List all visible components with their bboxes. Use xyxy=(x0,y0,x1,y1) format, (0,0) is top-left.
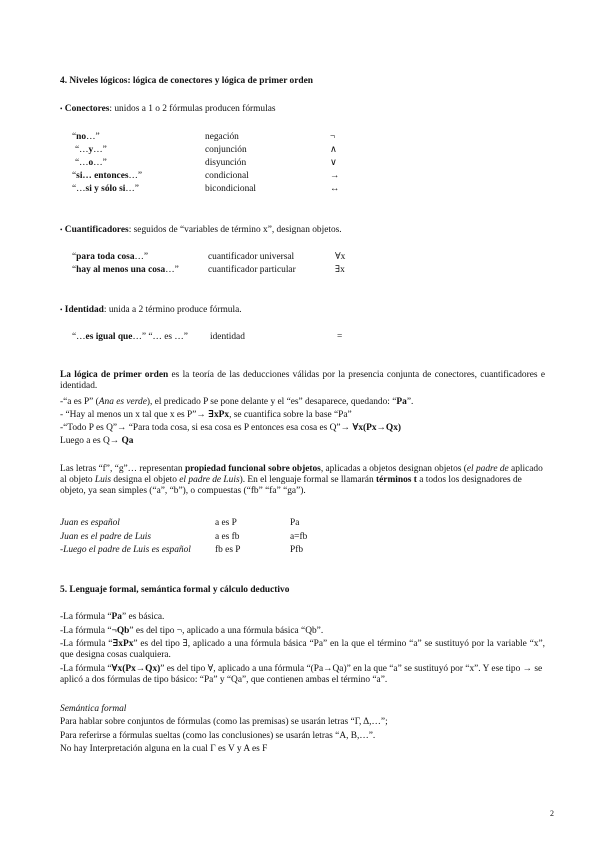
conectores-desc: : unidos a 1 o 2 fórmulas producen fórmulas xyxy=(109,104,276,114)
cuantificadores-desc: : seguidos de “variables de término x”, designan objetos. xyxy=(128,225,342,235)
semantica-line-2: Para referirse a fórmulas sueltas (como las conclusiones) se usarán letras “A, B,…”. xyxy=(60,731,376,741)
paragraph-primer-orden: La lógica de primer orden es la teoría de las deducciones válidas por la presencia conjunta de conectores, cuantificadores e identidad. xyxy=(60,370,545,391)
conector-symbol-3: → xyxy=(330,171,340,181)
table-row-1-sentence: Juan es el padre de Luis xyxy=(60,532,152,542)
identidad-line xyxy=(60,305,242,316)
table-row-2-sentence: -Luego el padre de Luis es español xyxy=(60,545,191,555)
example-4: Luego a es Q→ Qa xyxy=(60,436,134,446)
conector-name-4: bicondicional xyxy=(205,184,257,194)
semantica-title: Semántica formal xyxy=(60,704,127,714)
table-row-2-formal: fb es P xyxy=(215,545,241,555)
conector-name-3: condicional xyxy=(205,171,249,181)
conectores-line xyxy=(60,104,276,115)
cuantificadores-line xyxy=(60,225,342,236)
cuantificador-symbol-0: ∀x xyxy=(335,252,346,262)
section-5-heading: 5. Lenguaje formal, semántica formal y cálculo deductivo xyxy=(60,585,290,595)
cuantificadores-term: Cuantificadores xyxy=(64,225,129,235)
identidad-symbol: = xyxy=(337,332,343,342)
formula-line-3: -La fórmula “∃xPx” es del tipo ∃, aplicado a una fórmula básica “Pa” en la que el término “a” se sustituyó por la variable “x”, que designa cosas cualquiera. xyxy=(60,639,545,660)
table-row-2-code: Pfb xyxy=(290,545,304,555)
formula-line-1: -La fórmula “Pa” es básica. xyxy=(60,612,165,622)
bullet: • xyxy=(60,306,63,314)
table-row-1-formal: a es fb xyxy=(215,532,240,542)
page-number: 2 xyxy=(550,809,554,818)
example-2: - “Hay al menos un x tal que x es P”→ ∃xPx, se cuantifica sobre la base “Pa” xyxy=(60,410,352,420)
bullet: • xyxy=(60,105,63,113)
conector-expr-1: “…y…” xyxy=(75,145,107,155)
conector-symbol-2: ∨ xyxy=(330,158,337,168)
semantica-line-1: Para hablar sobre conjuntos de fórmulas (como las premisas) se usarán letras “Γ, Δ,…”; xyxy=(60,717,388,727)
cuantificador-expr-1: “hay al menos una cosa…” xyxy=(72,265,179,275)
conector-name-2: disyunción xyxy=(205,158,247,168)
cuantificador-name-1: cuantificador particular xyxy=(208,265,296,275)
example-3: -“Todo P es Q”→ “Para toda cosa, si esa cosa es P entonces esa cosa es Q”→ ∀x(Px→Qx) xyxy=(60,423,402,433)
table-row-1-code: a=fb xyxy=(290,532,308,542)
conector-symbol-1: ∧ xyxy=(330,145,337,155)
identidad-desc: : unida a 2 término produce fórmula. xyxy=(103,305,242,315)
conector-name-0: negación xyxy=(205,132,239,142)
table-row-0-sentence: Juan es español xyxy=(60,518,120,528)
cuantificador-name-0: cuantificador universal xyxy=(208,252,295,262)
cuantificador-symbol-1: ∃x xyxy=(335,265,345,275)
conector-symbol-0: ¬ xyxy=(330,132,336,142)
bullet: • xyxy=(60,226,63,234)
identidad-expr: “…es igual que…” “… es …” xyxy=(72,332,188,342)
conector-name-1: conjunción xyxy=(205,145,247,155)
example-1: -“a es P” (Ana es verde), el predicado P se pone delante y el “es” desaparece, quedando: “Pa”. xyxy=(60,397,414,407)
formula-line-2: -La fórmula “¬Qb” es del tipo ¬, aplicado a una fórmula básica “Qb”. xyxy=(60,626,324,636)
conector-expr-0: “no…” xyxy=(72,132,100,142)
table-row-0-code: Pa xyxy=(290,518,300,528)
conector-expr-4: “…si y sólo si…” xyxy=(72,184,139,194)
section-4-heading: 4. Niveles lógicos: lógica de conectores y lógica de primer orden xyxy=(60,76,313,86)
conector-symbol-4: ↔ xyxy=(330,184,340,194)
paragraph-funciones: Las letras “f”, “g”… representan propiedad funcional sobre objetos, aplicadas a objetos designan objetos (el padre de aplicado al objeto Luis designa el objeto el padre de Luis). En el lenguaje formal se llamarán términos t a todos los designadores de objeto, ya sean simples (“a”, “b”), o compuestas (“fb” “fa” “ga”). xyxy=(60,464,543,496)
semantica-line-3: No hay Interpretación alguna en la cual Γ es V y A es F xyxy=(60,744,268,754)
identidad-term: Identidad xyxy=(64,305,104,315)
table-row-0-formal: a es P xyxy=(215,518,237,528)
identidad-name: identidad xyxy=(210,332,245,342)
formula-line-4: -La fórmula “∀x(Px→Qx)” es del tipo ∀, aplicado a una fórmula “(Pa→Qa)” en la que “a” se sustituyó por “x”. Y ese tipo → se aplicó a dos fórmulas de tipo básico: “Pa” y “Qa”, que contienen ambas el término “a”. xyxy=(60,664,543,685)
conector-expr-2: “…o…” xyxy=(75,158,107,168)
cuantificador-expr-0: “para toda cosa…” xyxy=(72,252,149,262)
conector-expr-3: “si… entonces…” xyxy=(72,171,143,181)
conectores-term: Conectores xyxy=(64,104,110,114)
